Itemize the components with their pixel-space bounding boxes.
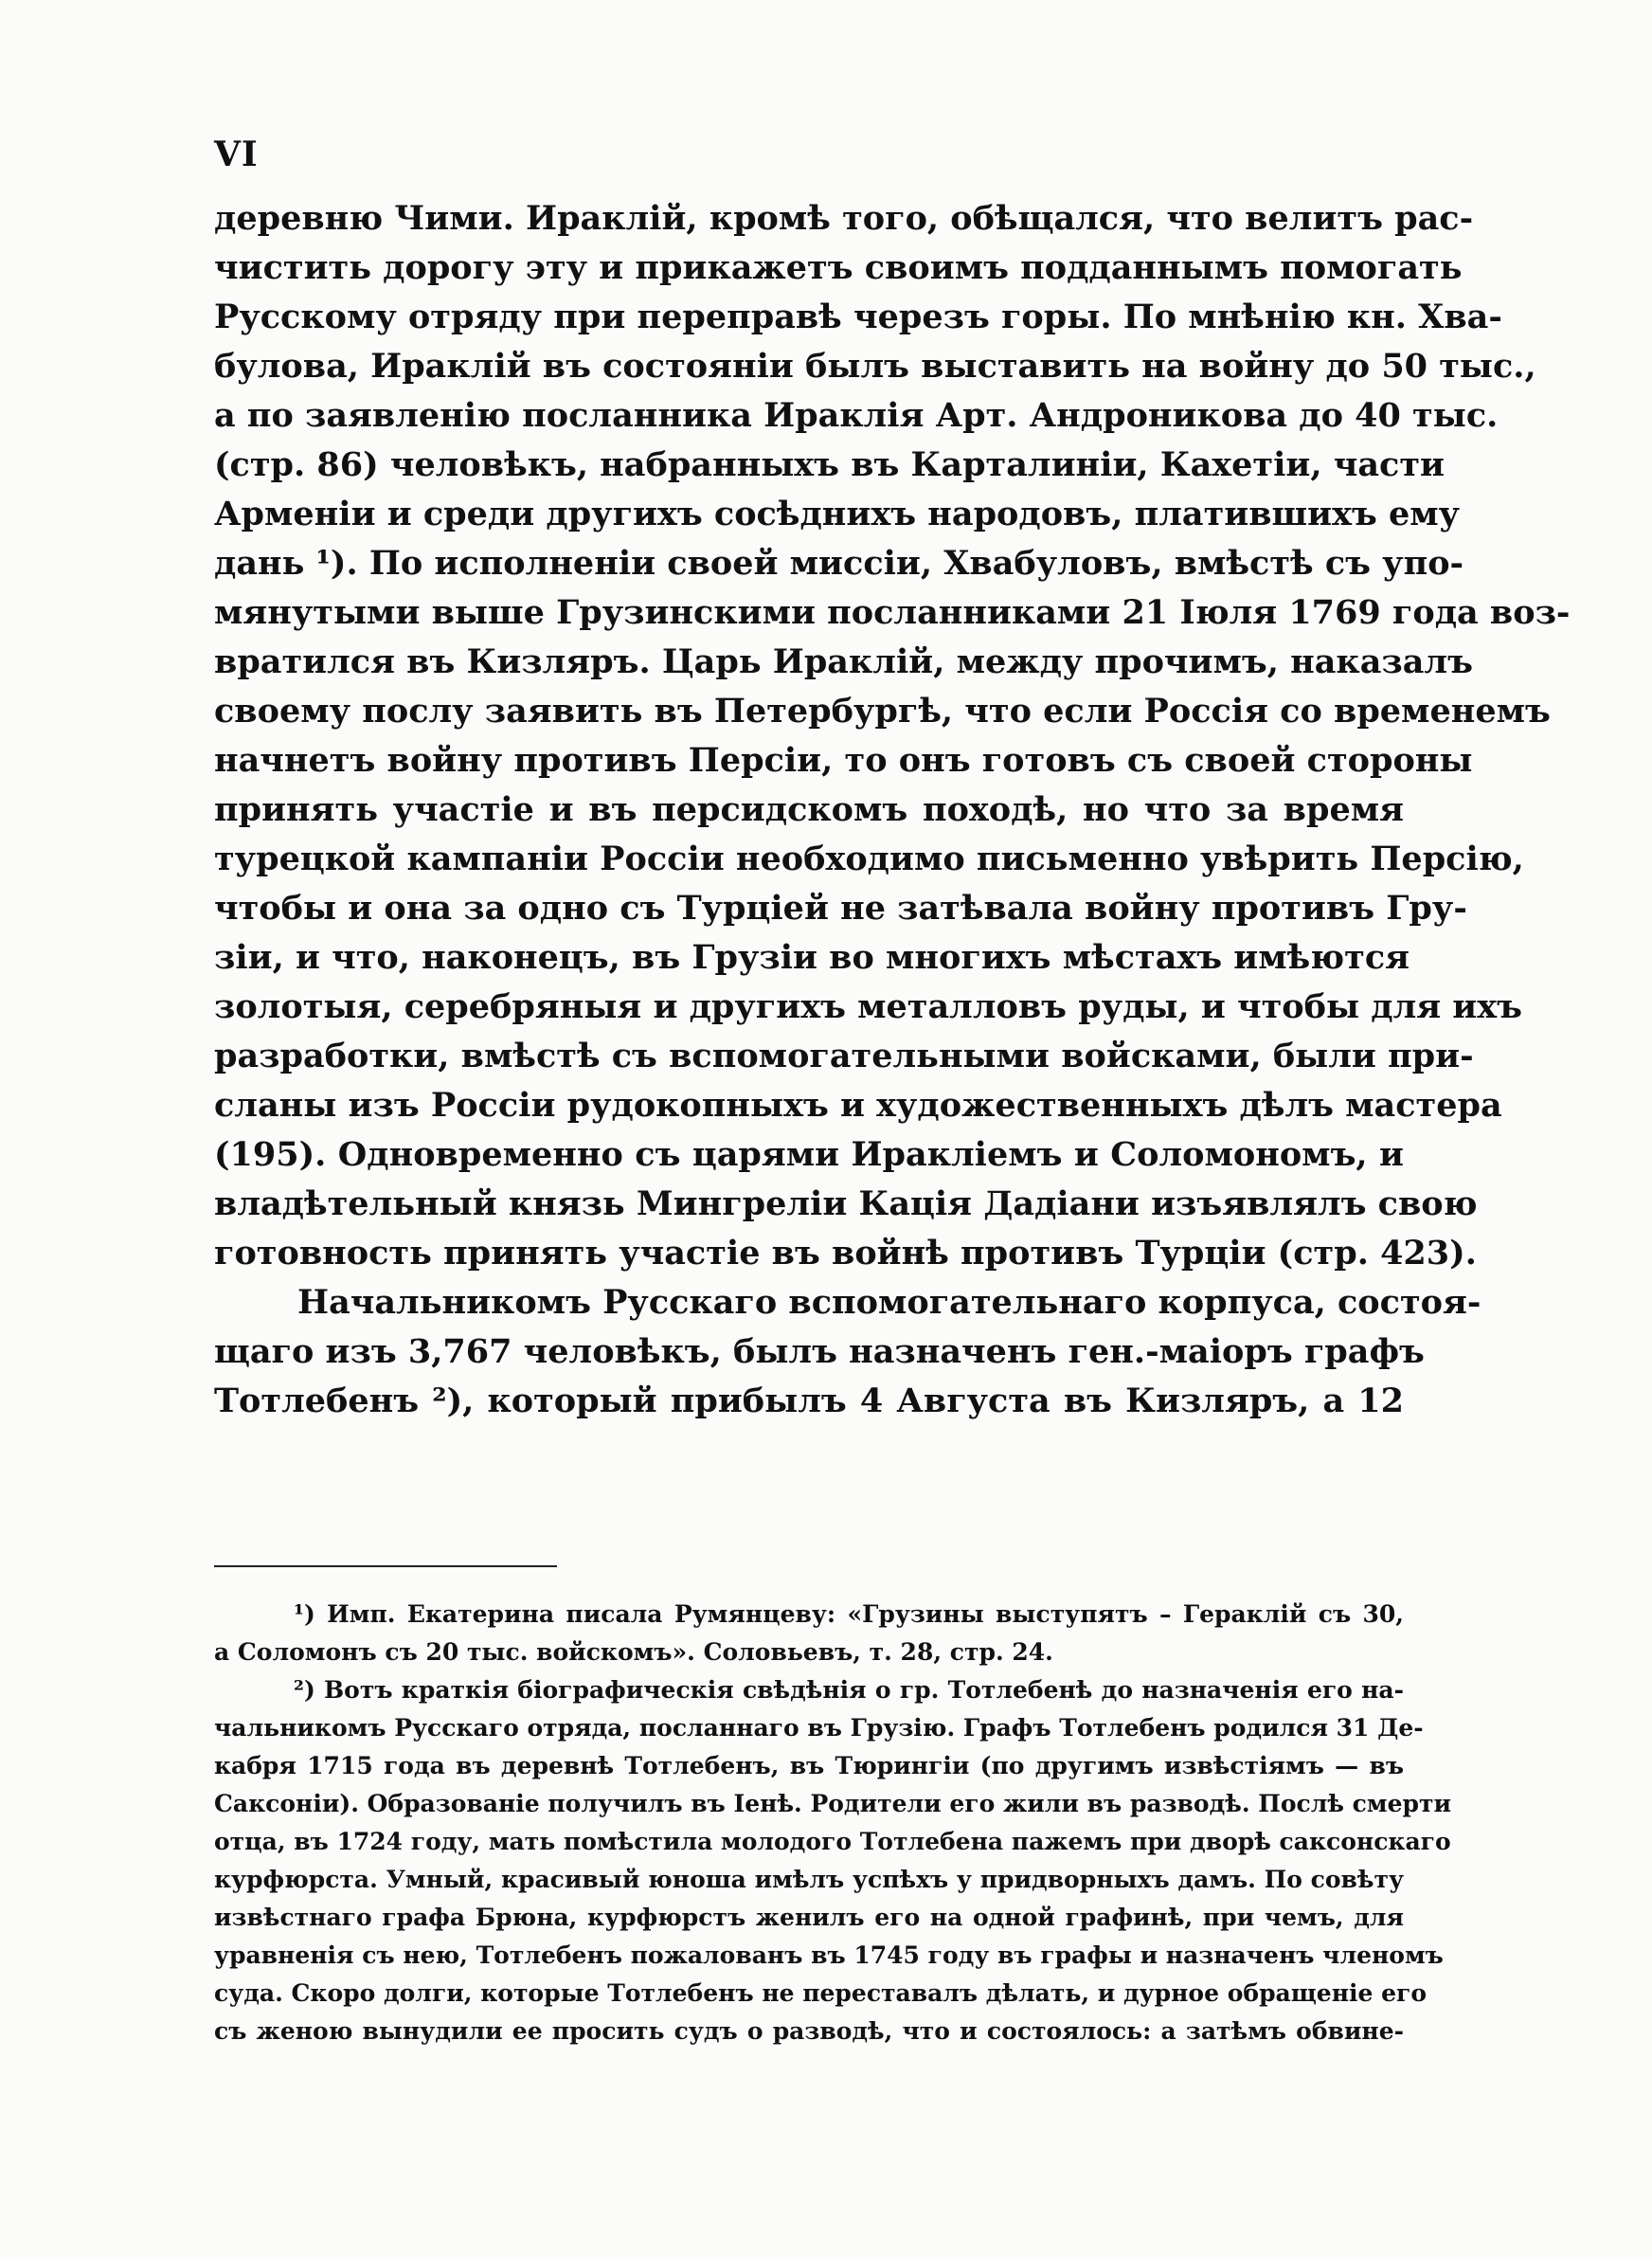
text-line: Тотлебенъ ²), который прибылъ 4 Августа въ Кизляръ, а 12 <box>214 1381 1404 1420</box>
text-line: золотыя, серебряныя и другихъ металловъ руды, и чтобы для ихъ <box>214 987 1522 1026</box>
footnote-line: ¹) Имп. Екатерина писала Румянцеву: «Грузины выступятъ – Гераклій съ 30, <box>294 1600 1404 1628</box>
text-line: разработки, вмѣстѣ съ вспомогательными войсками, были при- <box>214 1037 1474 1075</box>
main-text <box>214 194 1571 1426</box>
footnote-line: ²) Вотъ краткія біографическія свѣдѣнія о гр. Тотлебенѣ до назначенія его на- <box>294 1676 1404 1704</box>
footnote-line: кабря 1715 года въ деревнѣ Тотлебенъ, въ Тюрингіи (по другимъ извѣстіямъ — въ <box>214 1752 1404 1779</box>
text-line: Начальникомъ Русскаго вспомогательнаго корпуса, состоя- <box>297 1283 1481 1322</box>
text-line: начнетъ войну противъ Персіи, то онъ готовъ съ своей стороны <box>214 741 1473 780</box>
page-number: VI <box>214 135 259 174</box>
text-line: Русскому отряду при переправѣ черезъ горы. По мнѣнію кн. Хва- <box>214 298 1502 336</box>
text-line: (195). Одновременно съ царями Ираклiемъ и Соломономъ, и <box>214 1135 1404 1174</box>
text-line: своему послу заявить въ Петербургѣ, что если Россія со временемъ <box>214 692 1551 731</box>
footnote-line: уравненія съ нею, Тотлебенъ пожалованъ въ 1745 году въ графы и назначенъ членомъ <box>214 1941 1444 1969</box>
text-line: деревню Чими. Ираклій, кромѣ того, обѣщался, что велитъ рас- <box>214 199 1474 238</box>
footnote-line: съ женою вынудили ее просить судъ о разводѣ, что и состоялось: а затѣмъ обвине- <box>214 2017 1404 2045</box>
text-line: (стр. 86) человѣкъ, набранныхъ въ Карталиніи, Кахетіи, части <box>214 445 1445 484</box>
footnote-line: суда. Скоро долги, которые Тотлебенъ не переставалъ дѣлать, и дурное обращеніе его <box>214 1979 1428 2007</box>
footnote-line: курфюрста. Умный, красивый юноша имѣлъ успѣхъ у придворныхъ дамъ. По совѣту <box>214 1866 1404 1893</box>
text-line: чтобы и она за одно съ Турціей не затѣвала войну противъ Гру- <box>214 889 1467 928</box>
footnotes <box>214 1596 1452 2050</box>
text-line: чистить дорогу эту и прикажетъ своимъ подданнымъ помогать <box>214 248 1463 287</box>
text-line: владѣтельный князь Мингреліи Кація Дадіани изъявлялъ свою <box>214 1184 1478 1223</box>
text-line: Арменіи и среди другихъ сосѣднихъ народовъ, платившихъ ему <box>214 495 1461 533</box>
footnote-line: отца, въ 1724 году, мать помѣстила молодого Тотлебена пажемъ при дворѣ саксонскаго <box>214 1828 1451 1855</box>
footnote-line: чальникомъ Русскаго отряда, посланнаго въ Грузію. Графъ Тотлебенъ родился 31 Де- <box>214 1714 1424 1742</box>
text-line: турецкой кампаніи Россіи необходимо письменно увѣрить Персію, <box>214 840 1524 878</box>
text-line: мянутыми выше Грузинскими посланниками 21 Іюля 1769 года воз- <box>214 593 1571 632</box>
text-line: булова, Ираклій въ состояніи былъ выставить на войну до 50 тыс., <box>214 347 1536 386</box>
text-line: сланы изъ Россіи рудокопныхъ и художественныхъ дѣлъ мастера <box>214 1086 1502 1125</box>
text-line: щаго изъ 3,767 человѣкъ, былъ назначенъ ген.-маіоръ графъ <box>214 1332 1425 1371</box>
text-line: принять участіе и въ персидскомъ походѣ, но что за время <box>214 790 1404 829</box>
footnote-line: извѣстнаго графа Брюна, курфюрстъ женилъ его на одной графинѣ, при чемъ, для <box>214 1904 1404 1931</box>
text-line: дань ¹). По исполненіи своей миссіи, Хвабуловъ, вмѣстѣ съ упо- <box>214 544 1464 583</box>
text-line: вратился въ Кизляръ. Царь Ираклій, между прочимъ, наказалъ <box>214 642 1473 681</box>
text-line: а по заявленію посланника Ираклія Арт. Андроникова до 40 тыс. <box>214 396 1499 435</box>
footnote-line: Саксоніи). Образованіе получилъ въ Іенѣ. Родители его жили въ разводѣ. Послѣ смерти <box>214 1790 1452 1817</box>
text-line: зіи, и что, наконецъ, въ Грузіи во многихъ мѣстахъ имѣются <box>214 938 1410 977</box>
footnote-line: а Соломонъ съ 20 тыс. войскомъ». Соловьевъ, т. 28, стр. 24. <box>214 1638 1053 1666</box>
text-line: готовность принять участіе въ войнѣ противъ Турціи (стр. 423). <box>214 1234 1477 1273</box>
footnote-divider <box>214 1565 557 1567</box>
